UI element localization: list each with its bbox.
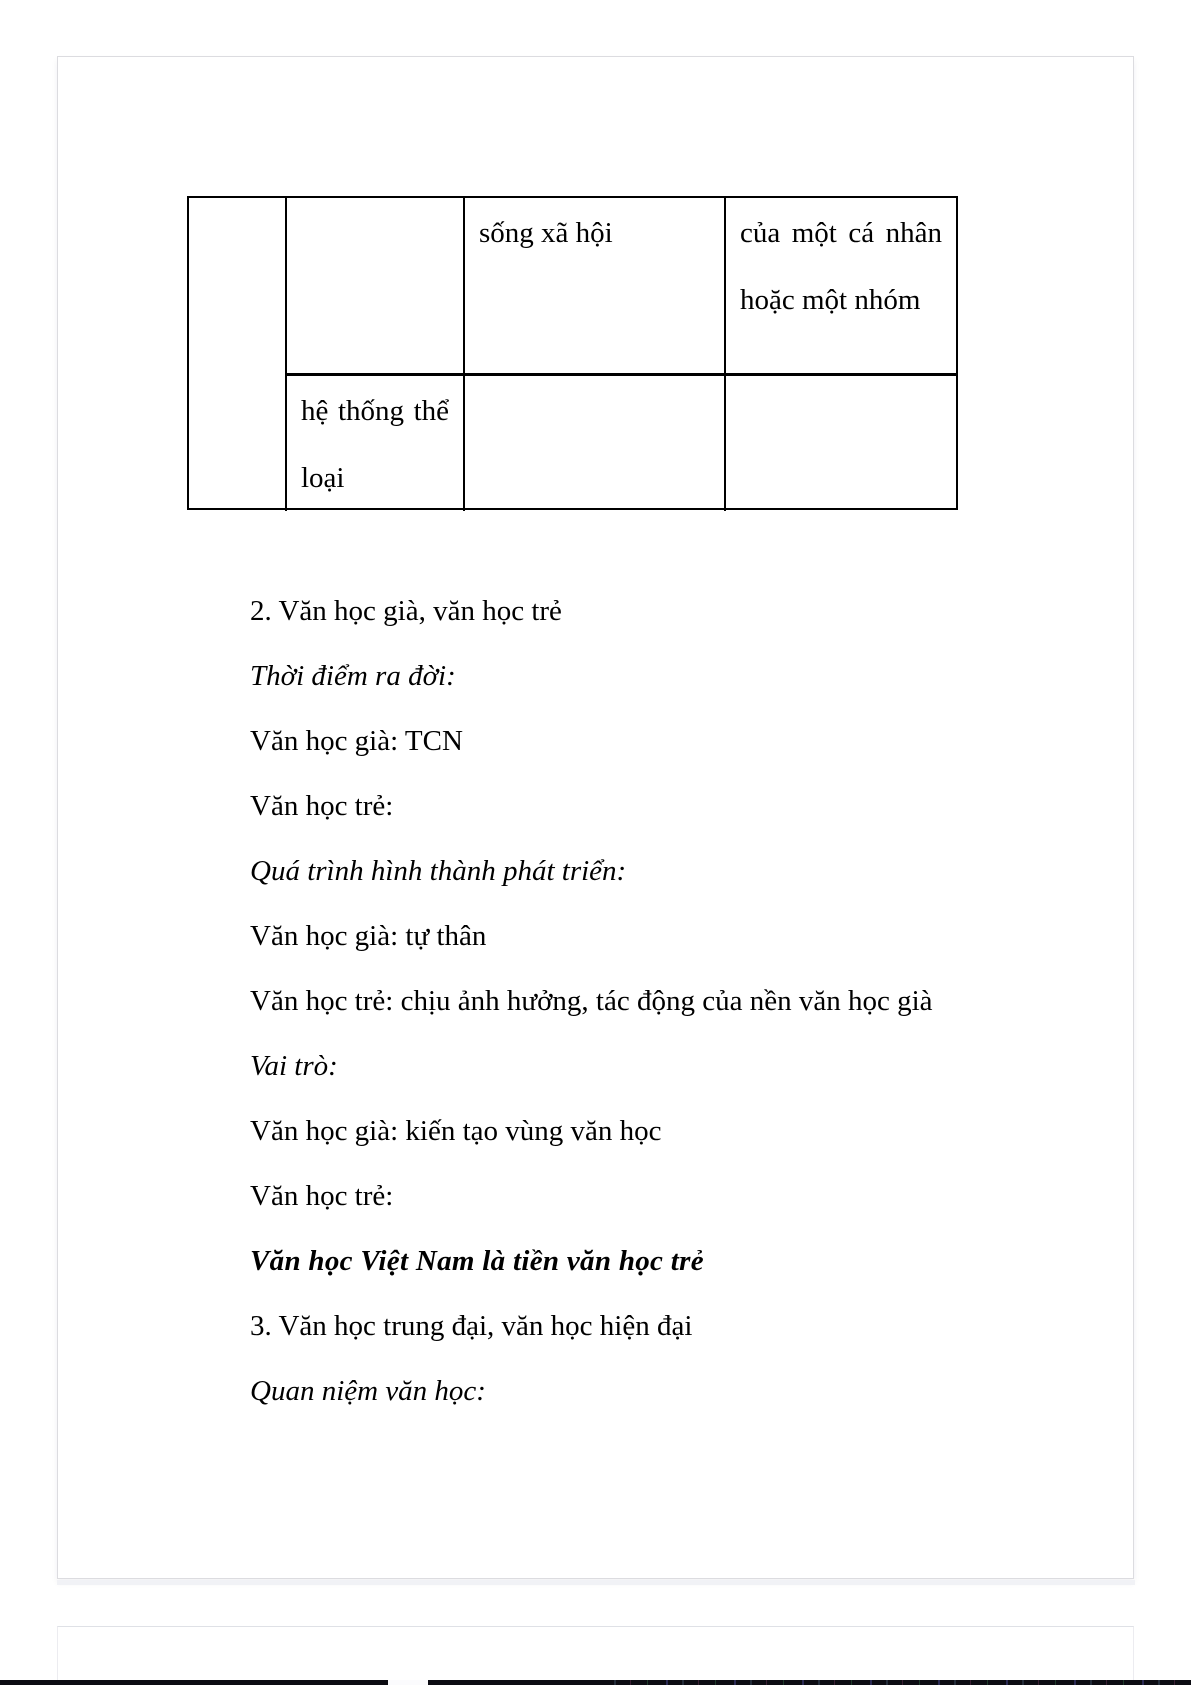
paragraph: 2. Văn học già, văn học trẻ — [250, 594, 562, 627]
paragraph: Văn học già: TCN — [250, 724, 463, 757]
artifact-noise — [600, 1680, 1191, 1685]
table-cell-text: hệ thống thể — [301, 395, 449, 427]
paragraph: Văn học trẻ: — [250, 789, 394, 822]
paragraph: Văn học trẻ: chịu ảnh hưởng, tác động của nền văn học già — [250, 984, 933, 1017]
paragraph: Văn học trẻ: — [250, 1179, 394, 1212]
paragraph: Văn học Việt Nam là tiền văn học trẻ — [250, 1244, 704, 1277]
table-cell-r1c2 — [285, 198, 463, 373]
next-page-stub — [57, 1626, 1134, 1685]
paragraph: 3. Văn học trung đại, văn học hiện đại — [250, 1309, 693, 1342]
table-cell-r2c2 — [285, 373, 463, 511]
table-cell-col1-merged — [189, 198, 285, 511]
document-page — [57, 56, 1134, 1579]
table-cell-text: của một cá nhân — [740, 217, 942, 249]
table-cell-r2c4 — [724, 373, 956, 511]
table-cell-text: sống xã hội — [479, 217, 613, 249]
table-cell-r2c3 — [463, 373, 724, 511]
paragraph: Văn học già: tự thân — [250, 919, 487, 952]
paragraph: Quan niệm văn học: — [250, 1374, 486, 1407]
screenshot-artifact-bar — [0, 1680, 1191, 1685]
table-cell-text: loại — [301, 461, 345, 494]
paragraph: Thời điểm ra đời: — [250, 659, 456, 692]
table-cell-r1c3 — [463, 198, 724, 373]
body-text — [250, 561, 1070, 1406]
table-cell-text: hoặc một nhóm — [740, 283, 921, 316]
paragraph: Văn học già: kiến tạo vùng văn học — [250, 1114, 662, 1147]
page-gap — [57, 1580, 1135, 1585]
comparison-table — [187, 196, 958, 510]
table-cell-r1c4 — [724, 198, 956, 373]
paragraph: Quá trình hình thành phát triển: — [250, 854, 627, 887]
artifact-gap — [388, 1680, 428, 1685]
paragraph: Vai trò: — [250, 1049, 338, 1082]
